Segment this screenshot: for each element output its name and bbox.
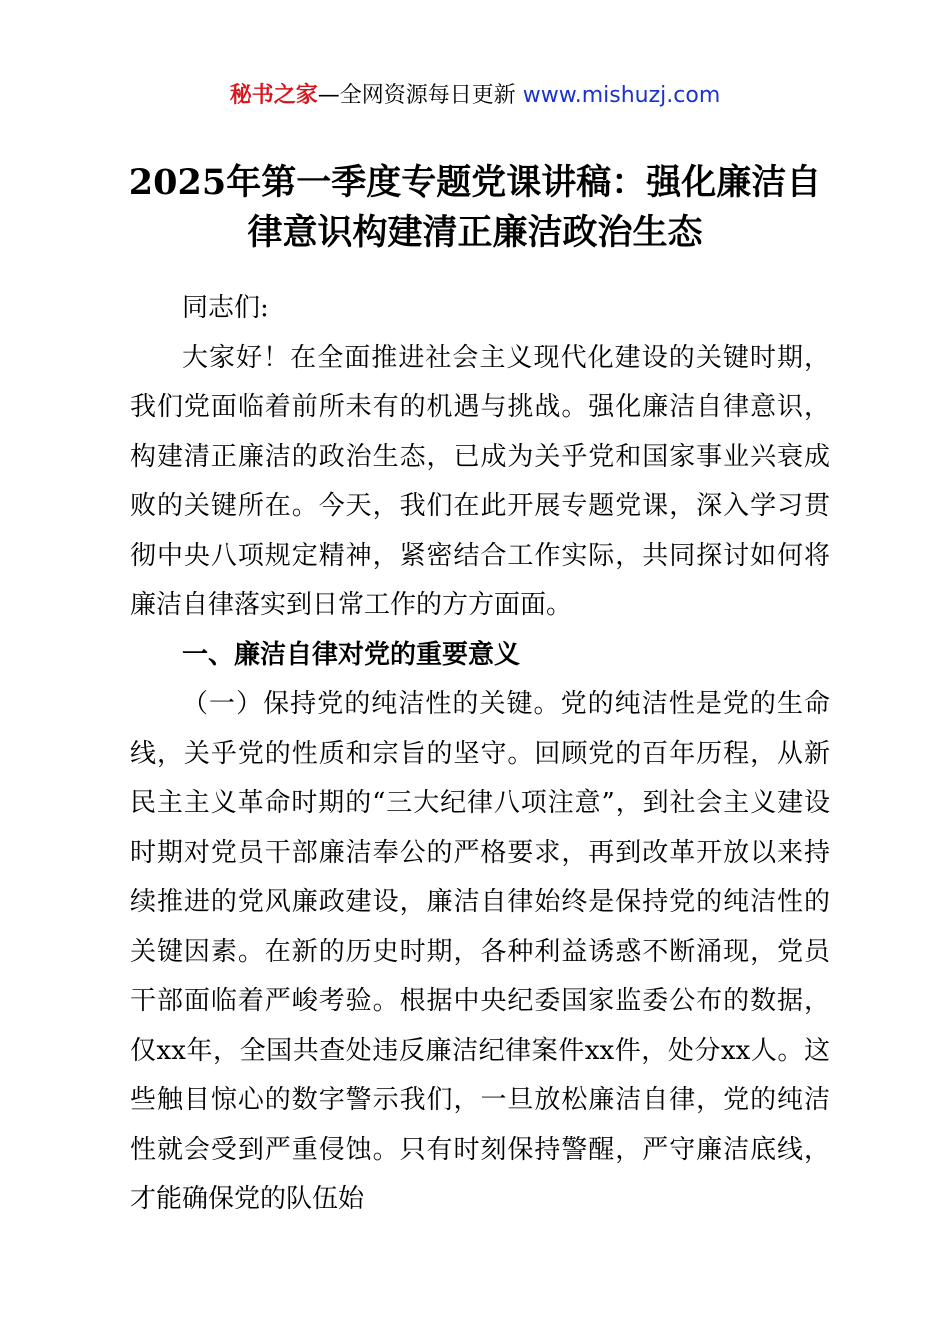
section-heading: 一、廉洁自律对党的重要意义 [182,639,521,670]
document-body [130,284,830,1225]
site-header [0,80,950,112]
document-title [100,158,850,258]
document-title-line-1: 2025年第一季度专题党课讲稿：强化廉洁自 [128,162,822,203]
intro-paragraph: 大家好！在全面推进社会主义现代化建设的关键时期，我们党面临着前所未有的机遇与挑战。强化廉洁自律意识，构建清正廉洁的政治生态，已成为关乎党和国家事业兴衰成败的关键所在。今天，我们在此开展专题党课，深入学习贯彻中央八项规定精神，紧密结合工作实际，共同探讨如何将廉洁自律落实到日常工作的方方面面。 [130,342,830,620]
salutation: 同志们: [182,293,269,323]
site-url-link[interactable]: www.mishuzj.com [522,83,721,108]
site-brand: 秘书之家 [229,83,318,108]
section-paragraph: （一）保持党的纯洁性的关键。党的纯洁性是党的生命线，关乎党的性质和宗旨的坚守。回顾党的百年历程，从新民主主义革命时期的“三大纪律八项注意”，到社会主义建设时期对党员干部廉洁奉公的严格要求，再到改革开放以来持续推进的党风廉政建设，廉洁自律始终是保持党的纯洁性的关键因素。在新的历史时期，各种利益诱惑不断涌现，党员干部面临着严峻考验。根据中央纪委国家监委公布的数据，仅xx年，全国共查处违反廉洁纪律案件xx件，处分xx人。这些触目惊心的数字警示我们，一旦放松廉洁自律，党的纯洁性就会受到严重侵蚀。只有时刻保持警醒，严守廉洁底线，才能确保党的队伍始 [130,689,830,1214]
site-tagline: —全网资源每日更新 [317,83,516,108]
document-title-line-2: 律意识构建清正廉洁政治生态 [247,212,703,253]
